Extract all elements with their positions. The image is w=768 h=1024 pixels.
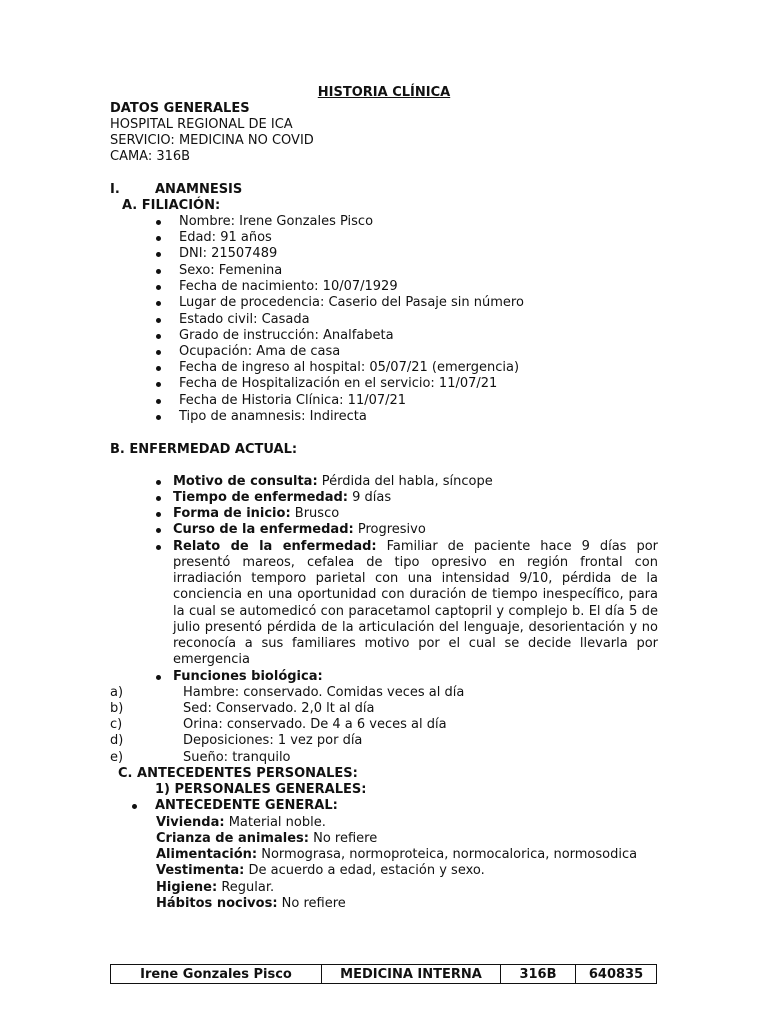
enfermedad-heading: B. ENFERMEDAD ACTUAL: xyxy=(110,442,298,457)
list-item xyxy=(156,831,377,847)
list-item: Fecha de nacimiento: 10/07/1929 xyxy=(179,279,398,294)
item-value: 9 días xyxy=(348,490,392,505)
item-label: Alimentación: xyxy=(156,847,258,862)
list-letter: d) xyxy=(110,733,124,748)
personales-generales-heading: 1) PERSONALES GENERALES: xyxy=(155,782,367,797)
list-item xyxy=(173,474,493,490)
anamnesis-heading: ANAMNESIS xyxy=(155,182,243,197)
footer-service: MEDICINA INTERNA xyxy=(322,965,501,984)
bullet-icon xyxy=(156,496,161,501)
item-value: Normograsa, normoproteica, normocalorica, normosodica xyxy=(257,847,638,862)
bullet-icon xyxy=(156,399,161,404)
list-letter: a) xyxy=(110,685,124,700)
bullet-icon xyxy=(156,334,161,339)
list-item: Ocupación: Ama de casa xyxy=(179,344,341,359)
bullet-icon xyxy=(156,415,161,420)
list-item: Edad: 91 años xyxy=(179,230,272,245)
list-item: Fecha de Hospitalización en el servicio: 11/07/21 xyxy=(179,376,498,391)
relato-line: julio presentó pérdida de la articulación del lenguaje, desorientación y no xyxy=(173,620,658,635)
bullet-icon xyxy=(156,236,161,241)
item-value: No refiere xyxy=(277,896,346,911)
footer-table xyxy=(110,964,657,984)
footer-row xyxy=(111,965,657,984)
filiacion-heading: A. FILIACIÓN: xyxy=(122,198,221,213)
bed-line: CAMA: 316B xyxy=(110,149,191,164)
relato-line: reconocía a sus familiares motivo por el cual se decide llevarla por xyxy=(173,636,658,651)
list-item xyxy=(173,506,339,522)
list-item: Fecha de Historia Clínica: 11/07/21 xyxy=(179,393,407,408)
item-label: Curso de la enfermedad: xyxy=(173,522,354,537)
list-letter: b) xyxy=(110,701,124,716)
bullet-icon xyxy=(156,285,161,290)
bullet-icon xyxy=(156,318,161,323)
item-value: Pérdida del habla, síncope xyxy=(317,474,493,489)
bullet-icon xyxy=(132,804,137,809)
bullet-icon xyxy=(156,382,161,387)
bullet-icon xyxy=(156,545,161,550)
document-title: HISTORIA CLÍNICA xyxy=(317,85,451,100)
bullet-icon xyxy=(156,269,161,274)
item-label: Vestimenta: xyxy=(156,863,245,878)
relato-line: la cual se automedicó con paracetamol captopril y complejo b. El día 5 de xyxy=(173,604,658,619)
service-line: SERVICIO: MEDICINA NO COVID xyxy=(110,133,314,148)
footer-bed: 316B xyxy=(501,965,576,984)
list-item: DNI: 21507489 xyxy=(179,246,278,261)
item-label: Higiene: xyxy=(156,880,218,895)
relato-label: Relato de la enfermedad: xyxy=(173,539,377,554)
item-label: Tiempo de enfermedad: xyxy=(173,490,348,505)
item-label: Motivo de consulta: xyxy=(173,474,318,489)
bullet-icon xyxy=(156,350,161,355)
bullet-icon xyxy=(156,675,161,680)
list-item: Nombre: Irene Gonzales Pisco xyxy=(179,214,374,229)
list-letter: c) xyxy=(110,717,123,732)
list-item xyxy=(156,863,485,879)
funciones-heading: Funciones biológica: xyxy=(173,669,323,684)
list-item: Sed: Conservado. 2,0 lt al día xyxy=(183,701,375,716)
item-value: De acuerdo a edad, estación y sexo. xyxy=(244,863,485,878)
bullet-icon xyxy=(156,220,161,225)
list-item: Fecha de ingreso al hospital: 05/07/21 (emergencia) xyxy=(179,360,520,375)
relato-line: emergencia xyxy=(173,652,250,667)
bullet-icon xyxy=(156,366,161,371)
item-value: Progresivo xyxy=(353,522,426,537)
item-label: Vivienda: xyxy=(156,815,225,830)
list-item: Estado civil: Casada xyxy=(179,312,310,327)
list-item xyxy=(173,522,426,538)
item-label: Forma de inicio: xyxy=(173,506,291,521)
list-item xyxy=(173,490,391,506)
bullet-icon xyxy=(156,480,161,485)
bullet-icon xyxy=(156,512,161,517)
relato-line xyxy=(173,539,658,555)
list-item xyxy=(156,880,274,896)
item-label: Crianza de animales: xyxy=(156,831,309,846)
antecedentes-heading: C. ANTECEDENTES PERSONALES: xyxy=(118,766,358,781)
item-value: Regular. xyxy=(217,880,275,895)
bullet-icon xyxy=(156,301,161,306)
list-item: Tipo de anamnesis: Indirecta xyxy=(179,409,367,424)
list-item: Sexo: Femenina xyxy=(179,263,283,278)
item-value: Material noble. xyxy=(224,815,326,830)
list-letter: e) xyxy=(110,750,124,765)
list-item: Orina: conservado. De 4 a 6 veces al día xyxy=(183,717,447,732)
item-label: Hábitos nocivos: xyxy=(156,896,278,911)
footer-code: 640835 xyxy=(576,965,657,984)
relato-line: irradiación temporo parietal con una intensidad 9/10, pérdida de la xyxy=(173,571,658,586)
list-item: Lugar de procedencia: Caserio del Pasaje sin número xyxy=(179,295,524,310)
list-item: Deposiciones: 1 vez por día xyxy=(183,733,363,748)
antecedente-general-heading: ANTECEDENTE GENERAL: xyxy=(155,798,338,813)
list-item: Grado de instrucción: Analfabeta xyxy=(179,328,394,343)
bullet-icon xyxy=(156,252,161,257)
relato-line: conciencia en una oportunidad con duración de tiempo inespecífico, para xyxy=(173,587,658,602)
section-roman-numeral: I. xyxy=(110,182,120,197)
list-item xyxy=(156,815,326,831)
relato-text: Familiar de paciente hace 9 días por xyxy=(376,539,658,554)
list-item: Hambre: conservado. Comidas veces al día xyxy=(183,685,465,700)
hospital-name: HOSPITAL REGIONAL DE ICA xyxy=(110,117,293,132)
list-item: Sueño: tranquilo xyxy=(183,750,291,765)
list-item xyxy=(156,896,346,912)
item-value: Brusco xyxy=(290,506,340,521)
general-heading: DATOS GENERALES xyxy=(110,101,250,116)
footer-patient-name: Irene Gonzales Pisco xyxy=(111,965,322,984)
relato-line: presentó mareos, cefalea de tipo opresivo en región frontal con xyxy=(173,555,658,570)
bullet-icon xyxy=(156,528,161,533)
list-item xyxy=(156,847,637,863)
item-value: No refiere xyxy=(308,831,378,846)
